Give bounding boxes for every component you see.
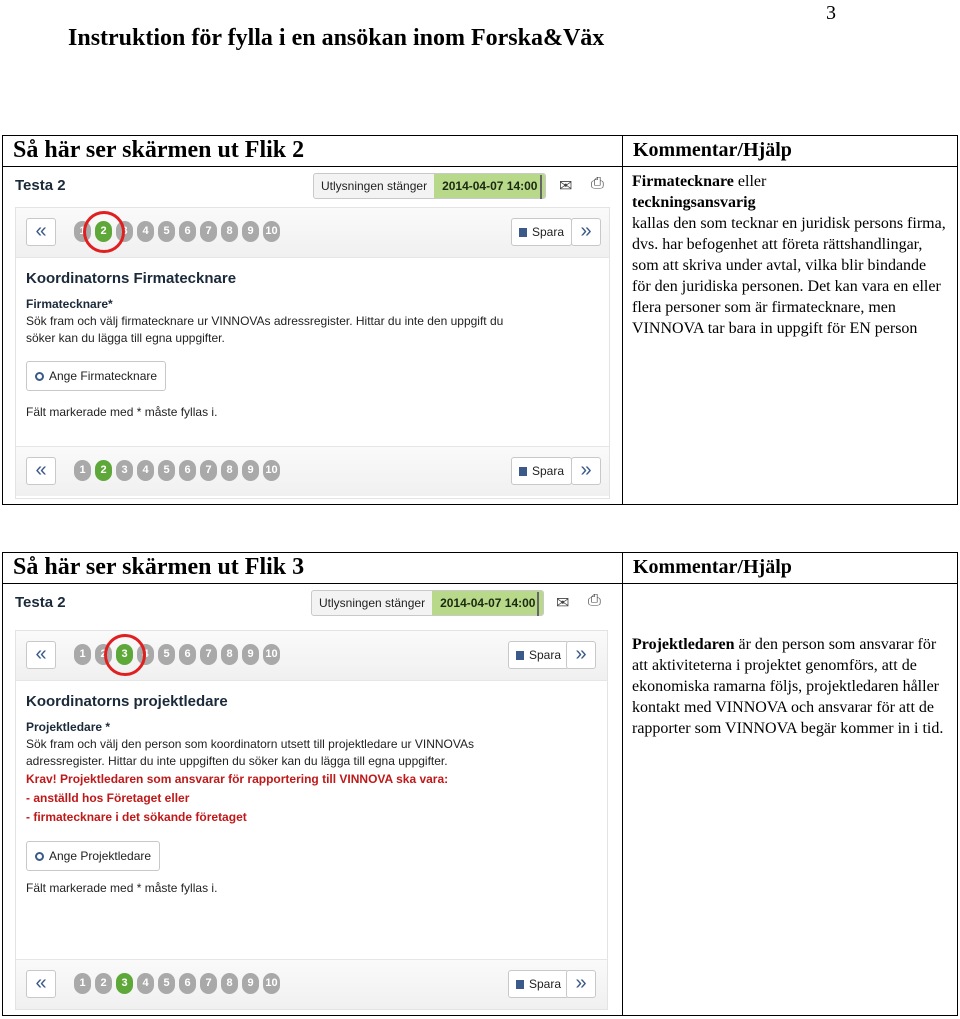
step-7[interactable]: 7 — [200, 460, 217, 481]
required-note: Fält markerade med * måste fyllas i. — [26, 405, 218, 419]
step-4[interactable]: 4 — [137, 973, 154, 994]
section-heading: Så här ser skärmen ut Flik 2 — [3, 136, 623, 167]
printer-icon[interactable]: ⎙ — [588, 592, 601, 609]
add-button-label: Ange Firmatecknare — [49, 369, 158, 383]
step-9[interactable]: 9 — [242, 221, 259, 242]
step-8[interactable]: 8 — [221, 460, 238, 481]
step-3[interactable]: 3 — [116, 973, 133, 994]
next-button[interactable]: » — [571, 457, 601, 485]
save-button[interactable] — [511, 218, 572, 246]
page-number: 3 — [826, 2, 836, 24]
step-4[interactable]: 4 — [137, 644, 154, 665]
step-1[interactable]: 1 — [74, 460, 91, 481]
prev-button[interactable]: « — [26, 641, 56, 669]
deadline-label: Utlysningen stänger — [319, 596, 426, 610]
info-icon[interactable] — [540, 175, 542, 199]
disk-icon — [519, 228, 527, 237]
add-button-label: Ange Projektledare — [49, 849, 152, 863]
prev-button[interactable]: « — [26, 970, 56, 998]
warning-line-1: Krav! Projektledaren som ansvarar för rapportering till VINNOVA ska vara: — [26, 772, 449, 786]
document-title: Instruktion för fylla i en ansökan inom Forska&Väx — [68, 25, 605, 51]
add-signatory-button[interactable] — [26, 361, 166, 391]
printer-icon[interactable]: ⎙ — [591, 175, 604, 192]
field-description: Sök fram och välj den person som koordinatorn utsett till projektledare ur VINNOVAs adressregister. Hittar du inte uppgiften du söker kan du lägga till egna uppgifter. — [26, 737, 474, 768]
step-2[interactable]: 2 — [95, 460, 112, 481]
step-2[interactable]: 2 — [95, 221, 112, 242]
step-3[interactable]: 3 — [116, 644, 133, 665]
disk-icon — [519, 467, 527, 476]
add-project-leader-button[interactable] — [26, 841, 160, 871]
deadline-label: Utlysningen stänger — [321, 179, 428, 193]
form-panel — [15, 630, 608, 1010]
step-list — [74, 973, 284, 994]
step-6[interactable]: 6 — [179, 460, 196, 481]
prev-button[interactable]: « — [26, 218, 56, 246]
app-header — [3, 584, 622, 624]
top-nav — [16, 208, 609, 258]
next-button[interactable]: » — [566, 970, 596, 998]
help-body: är den person som ansvarar för att aktiviteterna i projektet genomförs, att de ekonomiska ramarna följs, projektledaren håller kontakt med VINNOVA och ansvarar för att de rapporter som VINNOVA begär kommer in i tid. — [632, 636, 944, 737]
step-9[interactable]: 9 — [242, 460, 259, 481]
deadline-value: 2014-04-07 14:00 — [434, 174, 545, 198]
step-1[interactable]: 1 — [74, 221, 91, 242]
content-heading: Koordinatorns projektledare — [26, 693, 228, 710]
content-heading: Koordinatorns Firmatecknare — [26, 270, 237, 287]
step-5[interactable]: 5 — [158, 644, 175, 665]
form-content — [16, 681, 607, 959]
step-5[interactable]: 5 — [158, 973, 175, 994]
field-description: Sök fram och välj firmatecknare ur VINNOVAs adressregister. Hittar du inte den uppgift du söker kan du lägga till egna uppgifter. — [26, 314, 504, 345]
next-button[interactable]: » — [566, 641, 596, 669]
section-flik-2 — [2, 135, 958, 505]
info-icon[interactable] — [537, 592, 539, 616]
step-10[interactable]: 10 — [263, 644, 280, 665]
embedded-screenshot — [3, 584, 622, 1014]
screenshot-cell — [3, 167, 623, 505]
help-term: Projektledaren — [632, 636, 735, 653]
warning-line-2: - anställd hos Företaget eller — [26, 791, 190, 805]
step-5[interactable]: 5 — [158, 221, 175, 242]
help-connector: eller — [733, 173, 767, 190]
form-panel — [15, 207, 610, 499]
help-text-cell — [623, 584, 958, 1016]
field-label: Projektledare * — [26, 720, 111, 734]
step-8[interactable]: 8 — [221, 644, 238, 665]
save-label: Spara — [532, 464, 565, 478]
disk-icon — [516, 651, 524, 660]
step-4[interactable]: 4 — [137, 221, 154, 242]
save-button[interactable] — [511, 457, 572, 485]
search-icon — [35, 852, 44, 861]
step-6[interactable]: 6 — [179, 973, 196, 994]
section-heading: Så här ser skärmen ut Flik 3 — [3, 553, 623, 584]
step-4[interactable]: 4 — [137, 460, 154, 481]
step-6[interactable]: 6 — [179, 644, 196, 665]
save-label: Spara — [529, 648, 562, 662]
app-title: Testa 2 — [15, 177, 66, 194]
deadline-value: 2014-04-07 14:00 — [432, 591, 543, 615]
step-1[interactable]: 1 — [74, 973, 91, 994]
help-text-cell — [623, 167, 958, 505]
help-term-2: teckningsansvarig — [632, 194, 756, 211]
save-label: Spara — [532, 225, 565, 239]
step-3[interactable]: 3 — [116, 221, 133, 242]
step-5[interactable]: 5 — [158, 460, 175, 481]
comment-heading: Kommentar/Hjälp — [623, 553, 958, 584]
help-body: kallas den som tecknar en juridisk persons firma, dvs. har befogenhet att företa rättshandlingar, som att skriva under avtal, vilka blir bindande för den juridiska personen. Det kan vara en eller flera personer som är firmatecknare, men VINNOVA tar bara in uppgift för EN person — [632, 215, 946, 337]
step-list — [74, 460, 284, 481]
warning-line-3: - firmatecknare i det sökande företaget — [26, 810, 247, 824]
step-7[interactable]: 7 — [200, 644, 217, 665]
step-10[interactable]: 10 — [263, 460, 280, 481]
deadline-badge — [313, 173, 546, 199]
required-note: Fält markerade med * måste fyllas i. — [26, 881, 218, 895]
screenshot-cell — [3, 584, 623, 1016]
step-1[interactable]: 1 — [74, 644, 91, 665]
search-icon — [35, 372, 44, 381]
step-10[interactable]: 10 — [263, 973, 280, 994]
save-label: Spara — [529, 977, 562, 991]
prev-button[interactable]: « — [26, 457, 56, 485]
deadline-badge — [311, 590, 544, 616]
mail-icon[interactable]: ✉ — [556, 595, 570, 612]
next-button[interactable]: » — [571, 218, 601, 246]
app-title: Testa 2 — [15, 594, 66, 611]
save-button[interactable] — [508, 641, 569, 669]
embedded-screenshot — [3, 167, 622, 503]
step-10[interactable]: 10 — [263, 221, 280, 242]
step-2[interactable]: 2 — [95, 973, 112, 994]
step-2[interactable]: 2 — [95, 644, 112, 665]
top-nav — [16, 631, 607, 681]
field-label: Firmatecknare* — [26, 297, 113, 311]
step-6[interactable]: 6 — [179, 221, 196, 242]
step-8[interactable]: 8 — [221, 221, 238, 242]
step-7[interactable]: 7 — [200, 221, 217, 242]
save-button[interactable] — [508, 970, 569, 998]
bottom-nav — [16, 959, 607, 1009]
help-term: Firmatecknare — [632, 173, 734, 190]
comment-heading: Kommentar/Hjälp — [623, 136, 958, 167]
app-header — [3, 167, 622, 207]
step-9[interactable]: 9 — [242, 644, 259, 665]
section-flik-3 — [2, 552, 958, 1016]
step-3[interactable]: 3 — [116, 460, 133, 481]
step-8[interactable]: 8 — [221, 973, 238, 994]
highlight-circle — [104, 634, 146, 676]
step-7[interactable]: 7 — [200, 973, 217, 994]
mail-icon[interactable]: ✉ — [559, 178, 573, 195]
form-content — [16, 258, 609, 446]
step-9[interactable]: 9 — [242, 973, 259, 994]
disk-icon — [516, 980, 524, 989]
bottom-nav — [16, 446, 609, 496]
highlight-circle — [83, 211, 125, 253]
